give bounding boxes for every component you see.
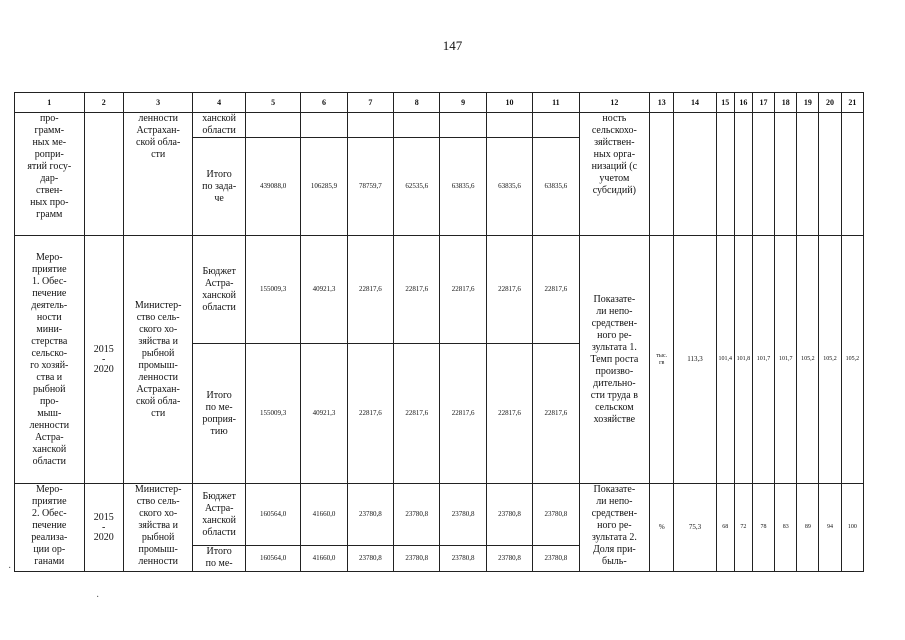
column-number: 7 <box>347 93 393 113</box>
column-number: 19 <box>797 93 819 113</box>
event-name-cell: Меро- приятие 2. Обес- печение реализа- ции ор- ганами <box>15 484 85 572</box>
funding-source-cell: ханской области <box>193 113 245 138</box>
target-cell: 113,3 <box>674 236 716 484</box>
period-cell <box>84 113 123 236</box>
target-cell: 105,2 <box>797 236 819 484</box>
period-cell <box>84 484 123 572</box>
unit-cell: % <box>650 484 674 572</box>
value-cell: 23780,8 <box>440 484 486 546</box>
event-name-cell: Меро- приятие 1. Обес- печение деятель- ности мини- стерства сельско- го хозяй- ства и рыбной про- мыш- ленности Астра- ханской области <box>15 236 85 484</box>
target-cell <box>797 113 819 236</box>
executor-cell: Министер- ство сель- ского хо- зяйства и рыбной промыш- ленности <box>123 484 193 572</box>
table-row <box>15 113 864 138</box>
column-number: 5 <box>245 93 300 113</box>
value-cell: 22817,6 <box>533 236 579 344</box>
target-cell <box>716 113 734 236</box>
value-cell <box>486 113 532 138</box>
target-cell: 100 <box>841 484 863 572</box>
value-cell: 62535,6 <box>394 138 440 236</box>
period-separator: - <box>102 521 106 533</box>
executor-cell: Министер- ство сель- ского хо- зяйства и рыбной промыш- ленности Астрахан- ской обла- сти <box>123 236 193 484</box>
column-number: 2 <box>84 93 123 113</box>
scan-speck: · <box>8 563 12 574</box>
target-cell: 101,4 <box>716 236 734 484</box>
value-cell: 439088,0 <box>245 138 300 236</box>
value-cell: 23780,8 <box>347 546 393 572</box>
value-cell <box>440 113 486 138</box>
value-cell: 41660,0 <box>301 484 347 546</box>
column-number: 6 <box>301 93 347 113</box>
column-number: 9 <box>440 93 486 113</box>
column-number: 17 <box>752 93 774 113</box>
value-cell: 63835,6 <box>440 138 486 236</box>
column-number: 13 <box>650 93 674 113</box>
value-cell: 160564,0 <box>245 484 300 546</box>
value-cell: 23780,8 <box>394 484 440 546</box>
column-number: 18 <box>775 93 797 113</box>
value-cell: 22817,6 <box>347 344 393 484</box>
target-cell: 105,2 <box>841 236 863 484</box>
value-cell: 155009,3 <box>245 344 300 484</box>
value-cell: 160564,0 <box>245 546 300 572</box>
column-number: 10 <box>486 93 532 113</box>
period-end: 2020 <box>93 363 114 375</box>
unit-cell: тыс. гв <box>650 236 674 484</box>
target-cell: 83 <box>775 484 797 572</box>
value-cell <box>301 113 347 138</box>
value-cell: 63835,6 <box>486 138 532 236</box>
period-separator: - <box>102 353 106 365</box>
column-number: 20 <box>819 93 841 113</box>
value-cell: 78759,7 <box>347 138 393 236</box>
executor-cell: ленности Астрахан- ской обла- сти <box>123 113 193 236</box>
value-cell: 41660,0 <box>301 546 347 572</box>
table-row <box>15 236 864 344</box>
column-number: 1 <box>15 93 85 113</box>
funding-source-cell: Итого по ме- <box>193 546 245 572</box>
value-cell: 23780,8 <box>347 484 393 546</box>
value-cell: 23780,8 <box>486 546 532 572</box>
event-name-cell: про- грамм- ных ме- ропри- ятий госу- дар- ствен- ных про- грамм <box>15 113 85 236</box>
funding-source-cell: Бюджет Астра- ханской области <box>193 484 245 546</box>
target-cell: 101,7 <box>775 236 797 484</box>
value-cell: 63835,6 <box>533 138 579 236</box>
value-cell: 23780,8 <box>533 484 579 546</box>
target-cell: 75,3 <box>674 484 716 572</box>
column-number: 4 <box>193 93 245 113</box>
budget-table <box>14 92 864 572</box>
value-cell: 106285,9 <box>301 138 347 236</box>
column-number: 3 <box>123 93 193 113</box>
value-cell: 23780,8 <box>486 484 532 546</box>
target-cell <box>841 113 863 236</box>
period-cell <box>84 236 123 484</box>
column-number: 14 <box>674 93 716 113</box>
target-cell <box>734 113 752 236</box>
value-cell <box>394 113 440 138</box>
target-cell <box>674 113 716 236</box>
funding-source-cell: Итого по ме- роприя- тию <box>193 344 245 484</box>
value-cell <box>347 113 393 138</box>
target-cell <box>819 113 841 236</box>
value-cell: 23780,8 <box>440 546 486 572</box>
value-cell: 22817,6 <box>394 344 440 484</box>
target-cell <box>775 113 797 236</box>
column-number: 21 <box>841 93 863 113</box>
value-cell: 22817,6 <box>440 344 486 484</box>
target-cell: 78 <box>752 484 774 572</box>
funding-source-cell: Итого по зада- че <box>193 138 245 236</box>
target-cell <box>752 113 774 236</box>
value-cell: 22817,6 <box>394 236 440 344</box>
column-number: 15 <box>716 93 734 113</box>
value-cell: 22817,6 <box>347 236 393 344</box>
value-cell: 22817,6 <box>533 344 579 484</box>
page-number: 147 <box>442 38 463 53</box>
value-cell: 22817,6 <box>486 236 532 344</box>
column-number: 12 <box>579 93 650 113</box>
table-row <box>15 484 864 546</box>
target-cell: 101,7 <box>752 236 774 484</box>
indicator-cell: Показате- ли непо- средствен- ного ре- зультата 2. Доля при- быль- <box>579 484 650 572</box>
target-cell: 105,2 <box>819 236 841 484</box>
value-cell: 40921,3 <box>301 236 347 344</box>
value-cell: 23780,8 <box>394 546 440 572</box>
period-start: 2015 <box>93 343 114 355</box>
target-cell: 89 <box>797 484 819 572</box>
budget-table-sheet <box>14 92 864 575</box>
period-end: 2020 <box>93 531 114 543</box>
indicator-cell: Показате- ли непо- средствен- ного ре- зультата 1. Темп роста произво- дительно- сти труда в сельском хозяйстве <box>579 236 650 484</box>
unit-cell <box>650 113 674 236</box>
target-cell: 68 <box>716 484 734 572</box>
target-cell: 72 <box>734 484 752 572</box>
value-cell <box>245 113 300 138</box>
indicator-cell: ность сельскохо- зяйствен- ных орга- низаций (с учетом субсидий) <box>579 113 650 236</box>
value-cell: 23780,8 <box>533 546 579 572</box>
value-cell: 40921,3 <box>301 344 347 484</box>
column-number: 11 <box>533 93 579 113</box>
column-number: 16 <box>734 93 752 113</box>
period-start: 2015 <box>93 511 114 523</box>
scan-speck: · <box>96 592 100 603</box>
value-cell <box>533 113 579 138</box>
value-cell: 22817,6 <box>440 236 486 344</box>
target-cell: 101,8 <box>734 236 752 484</box>
funding-source-cell: Бюджет Астра- ханской области <box>193 236 245 344</box>
column-number-row <box>15 93 864 113</box>
column-number: 8 <box>394 93 440 113</box>
value-cell: 155009,3 <box>245 236 300 344</box>
target-cell: 94 <box>819 484 841 572</box>
value-cell: 22817,6 <box>486 344 532 484</box>
